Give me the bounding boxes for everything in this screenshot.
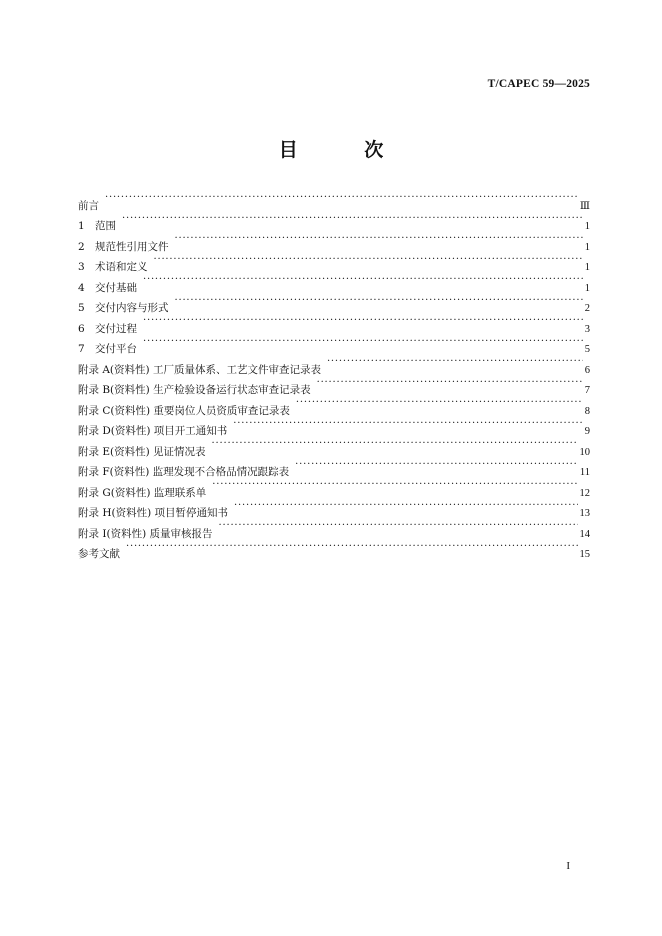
toc-entry-page: 10 <box>579 446 590 458</box>
toc-entry-page: 2 <box>584 303 590 314</box>
toc-entry-text: 附录 H(资料性) 项目暂停通知书 <box>78 507 229 519</box>
toc-dot-leader <box>219 516 578 537</box>
toc-dot-leader <box>296 393 583 414</box>
document-code: T/CAPEC 59—2025 <box>487 78 590 90</box>
toc-entry-number: 2 <box>78 240 85 253</box>
toc-entry-page: 13 <box>579 508 590 519</box>
toc-entry-number: 7 <box>78 343 85 355</box>
table-of-contents <box>78 188 590 560</box>
toc-entry-number: 1 <box>78 220 85 232</box>
toc-entry[interactable] <box>78 188 590 212</box>
toc-entry-text: 交付平台 <box>95 343 137 355</box>
toc-entry-label <box>78 319 143 340</box>
toc-entry-label <box>78 442 212 463</box>
toc-entry-text: 附录 C(资料性) 重要岗位人员资质审查记录表 <box>78 404 290 417</box>
toc-entry-page: Ⅲ <box>579 200 590 212</box>
toc-entry-page: 9 <box>584 426 590 437</box>
toc-entry-page: 5 <box>584 344 590 355</box>
toc-entry-text: 前言 <box>78 199 99 212</box>
toc-entry-page: 1 <box>584 282 590 294</box>
toc-entry-page: 8 <box>584 405 590 417</box>
toc-entry-number: 3 <box>78 261 85 273</box>
toc-entry[interactable] <box>78 209 590 230</box>
toc-entry-label <box>78 421 233 442</box>
toc-entry[interactable] <box>78 270 590 294</box>
toc-entry-text: 附录 D(资料性) 项目开工通知书 <box>78 425 228 437</box>
toc-entry-page: 1 <box>584 241 590 253</box>
toc-entry-text: 附录 G(资料性) 监理联系单 <box>78 486 207 499</box>
toc-entry-text: 参考文献 <box>78 548 120 560</box>
toc-dot-leader <box>212 434 578 455</box>
toc-dot-leader <box>143 270 583 291</box>
toc-entry[interactable] <box>78 250 590 271</box>
toc-entry-label <box>78 216 122 237</box>
toc-entry-page: 1 <box>584 262 590 273</box>
toc-entry-text: 附录 B(资料性) 生产检验设备运行状态审查记录表 <box>78 384 311 396</box>
toc-entry[interactable] <box>78 537 590 558</box>
toc-dot-leader <box>126 537 578 558</box>
toc-entry-label <box>78 380 317 401</box>
toc-dot-leader <box>143 332 583 353</box>
toc-dot-leader <box>295 455 578 476</box>
toc-entry-text: 附录 A(资料性) 工厂质量体系、工艺文件审查记录表 <box>78 363 321 376</box>
toc-dot-leader <box>327 352 583 373</box>
toc-dot-leader <box>212 475 577 496</box>
toc-entry[interactable] <box>78 352 590 376</box>
toc-entry-label <box>78 483 212 504</box>
toc-entry-number: 4 <box>78 281 85 294</box>
toc-entry-page: 12 <box>579 487 590 499</box>
toc-dot-leader <box>233 414 582 435</box>
toc-entry-number: 5 <box>78 302 85 314</box>
page-number: I <box>566 860 570 872</box>
toc-entry[interactable] <box>78 332 590 353</box>
toc-entry-page: 11 <box>579 467 590 478</box>
toc-entry-text: 范围 <box>95 220 116 232</box>
toc-dot-leader <box>175 291 583 312</box>
toc-entry-label <box>78 544 126 565</box>
toc-entry[interactable] <box>78 229 590 253</box>
toc-entry-label <box>78 339 143 360</box>
toc-entry-text: 术语和定义 <box>95 261 148 273</box>
toc-entry-label <box>78 503 234 524</box>
toc-entry-page: 6 <box>584 364 590 376</box>
toc-entry-text: 规范性引用文件 <box>95 240 169 253</box>
toc-entry-label <box>78 196 105 217</box>
toc-dot-leader <box>317 373 583 394</box>
toc-title: 目 次 <box>278 139 414 161</box>
toc-entry-page: 1 <box>584 221 590 232</box>
toc-dot-leader <box>234 496 577 517</box>
toc-entry-page: 3 <box>584 323 590 335</box>
toc-dot-leader <box>143 311 583 332</box>
toc-entry-text: 附录 F(资料性) 监理发现不合格品情况跟踪表 <box>78 466 290 478</box>
toc-entry[interactable] <box>78 291 590 312</box>
toc-entry-label <box>78 278 143 299</box>
toc-entry-text: 交付基础 <box>95 281 137 294</box>
toc-dot-leader <box>105 188 578 209</box>
toc-dot-leader <box>154 250 583 271</box>
toc-entry-page: 7 <box>584 385 590 396</box>
toc-entry-text: 交付内容与形式 <box>95 302 169 314</box>
toc-entry-page: 14 <box>579 528 590 540</box>
toc-entry-page: 15 <box>579 549 590 560</box>
toc-entry-label <box>78 360 327 381</box>
toc-dot-leader <box>175 229 583 250</box>
toc-entry-number: 6 <box>78 322 85 335</box>
toc-entry-text: 附录 I(资料性) 质量审核报告 <box>78 527 213 540</box>
toc-dot-leader <box>122 209 583 230</box>
toc-entry-text: 交付过程 <box>95 322 137 335</box>
toc-entry[interactable] <box>78 311 590 335</box>
toc-entry-text: 附录 E(资料性) 见证情况表 <box>78 445 206 458</box>
